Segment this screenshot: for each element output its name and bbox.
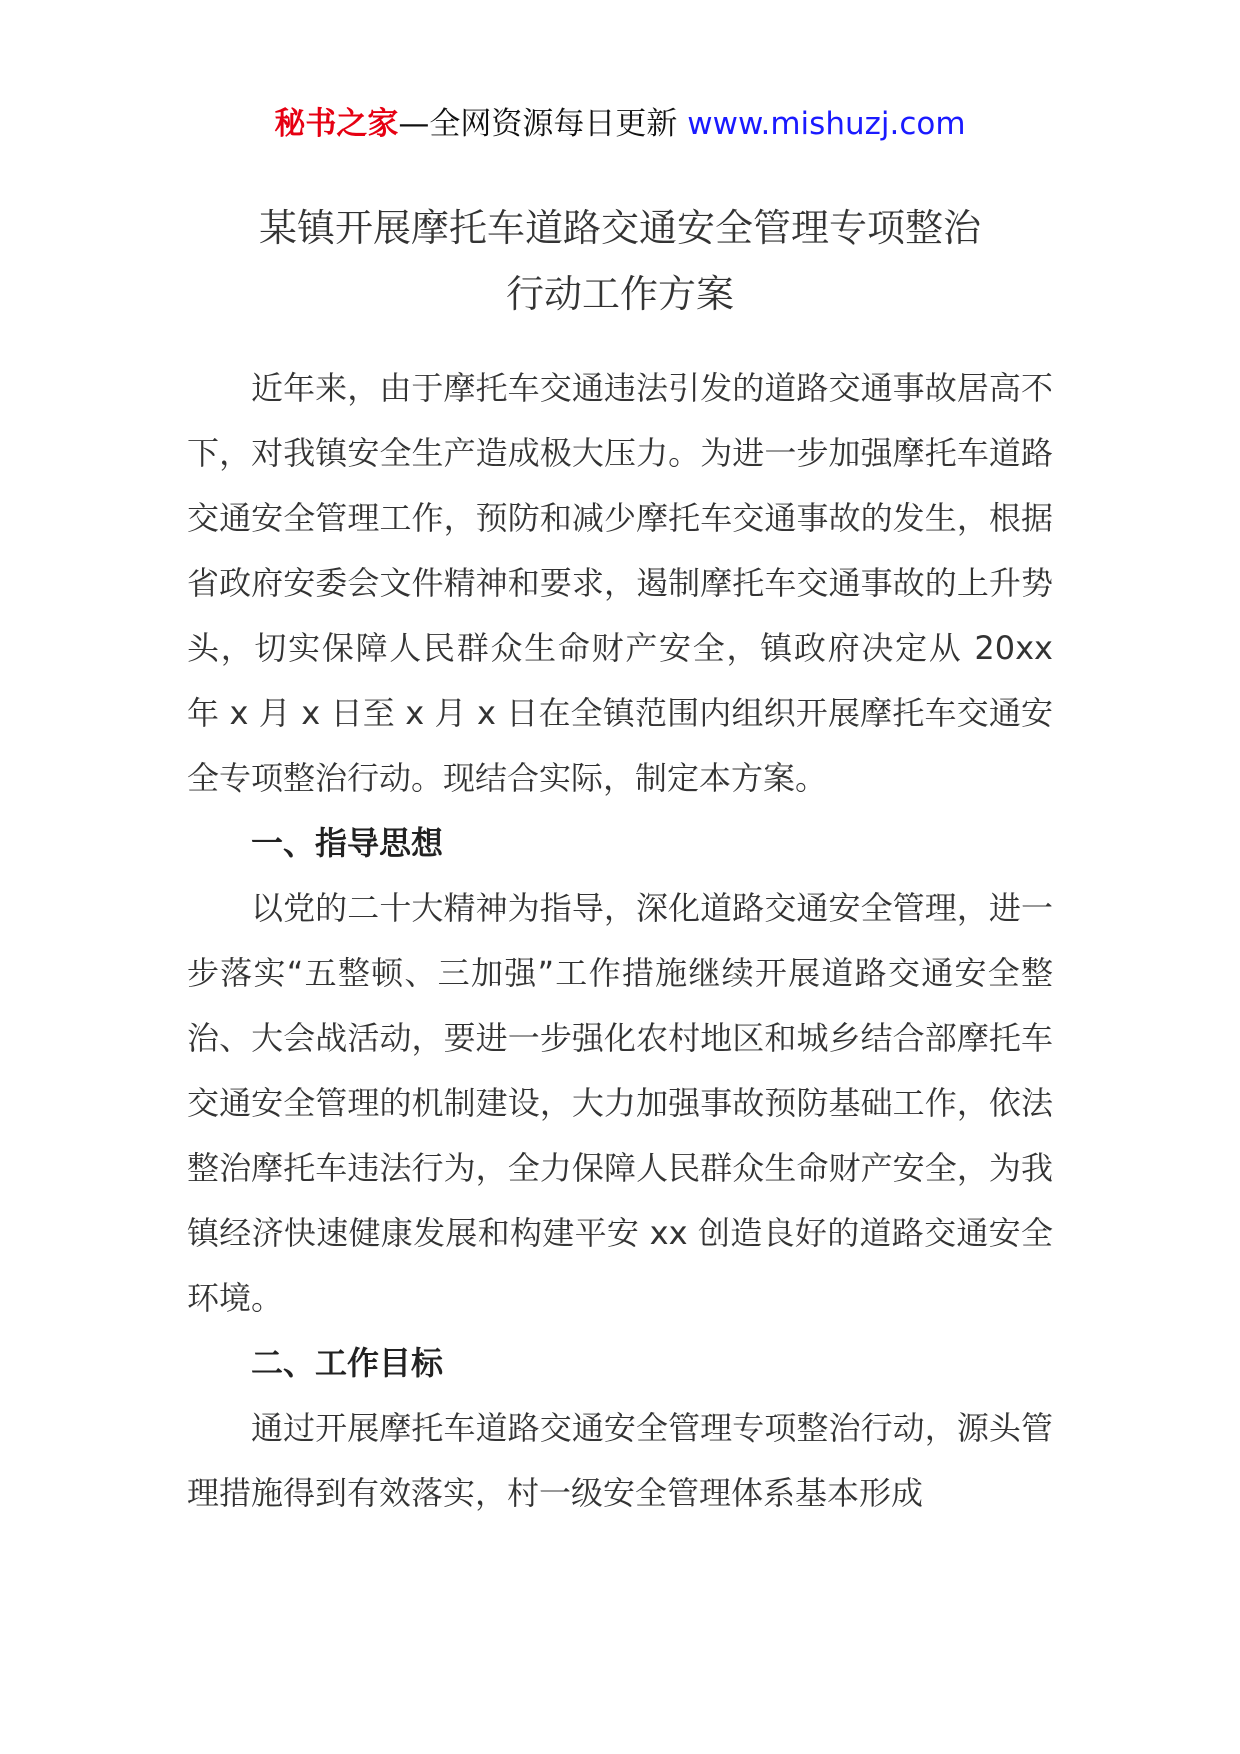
section-paragraph-guiding-ideology: 以党的二十大精神为指导，深化道路交通安全管理，进一步落实“五整顿、三加强”工作措施继续开展道路交通安全整治、大会战活动，要进一步强化农村地区和城乡结合部摩托车交通安全管理的机制建设，大力加强事故预防基础工作，依法整治摩托车违法行为，全力保障人民群众生命财产安全，为我镇经济快速健康发展和构建平安 xx 创造良好的道路交通安全环境。 [187,889,1053,1317]
site-header [0,102,1240,146]
site-url-link[interactable]: www.mishuzj.com [687,106,966,142]
section-heading-work-goals: 二、工作目标 [251,1344,444,1382]
section-heading-guiding-ideology: 一、指导思想 [251,824,444,862]
document-title [140,195,1100,327]
site-slogan: —全网资源每日更新 [398,106,688,142]
intro-paragraph: 近年来，由于摩托车交通违法引发的道路交通事故居高不下，对我镇安全生产造成极大压力。为进一步加强摩托车道路交通安全管理工作，预防和减少摩托车交通事故的发生，根据省政府安委会文件精神和要求，遏制摩托车交通事故的上升势头，切实保障人民群众生命财产安全，镇政府决定从 20xx 年 x 月 x 日至 x 月 x 日在全镇范围内组织开展摩托车交通安全专项整治行动。现结合实际，制定本方案。 [187,369,1053,797]
document-title-line-2: 行动工作方案 [505,272,734,316]
section-paragraph-work-goals: 通过开展摩托车道路交通安全管理专项整治行动，源头管理措施得到有效落实，村一级安全管理体系基本形成 [187,1409,1053,1512]
document-title-line-1: 某镇开展摩托车道路交通安全管理专项整治 [258,206,981,250]
site-brand: 秘书之家 [274,106,399,142]
document-body [187,356,1053,1526]
